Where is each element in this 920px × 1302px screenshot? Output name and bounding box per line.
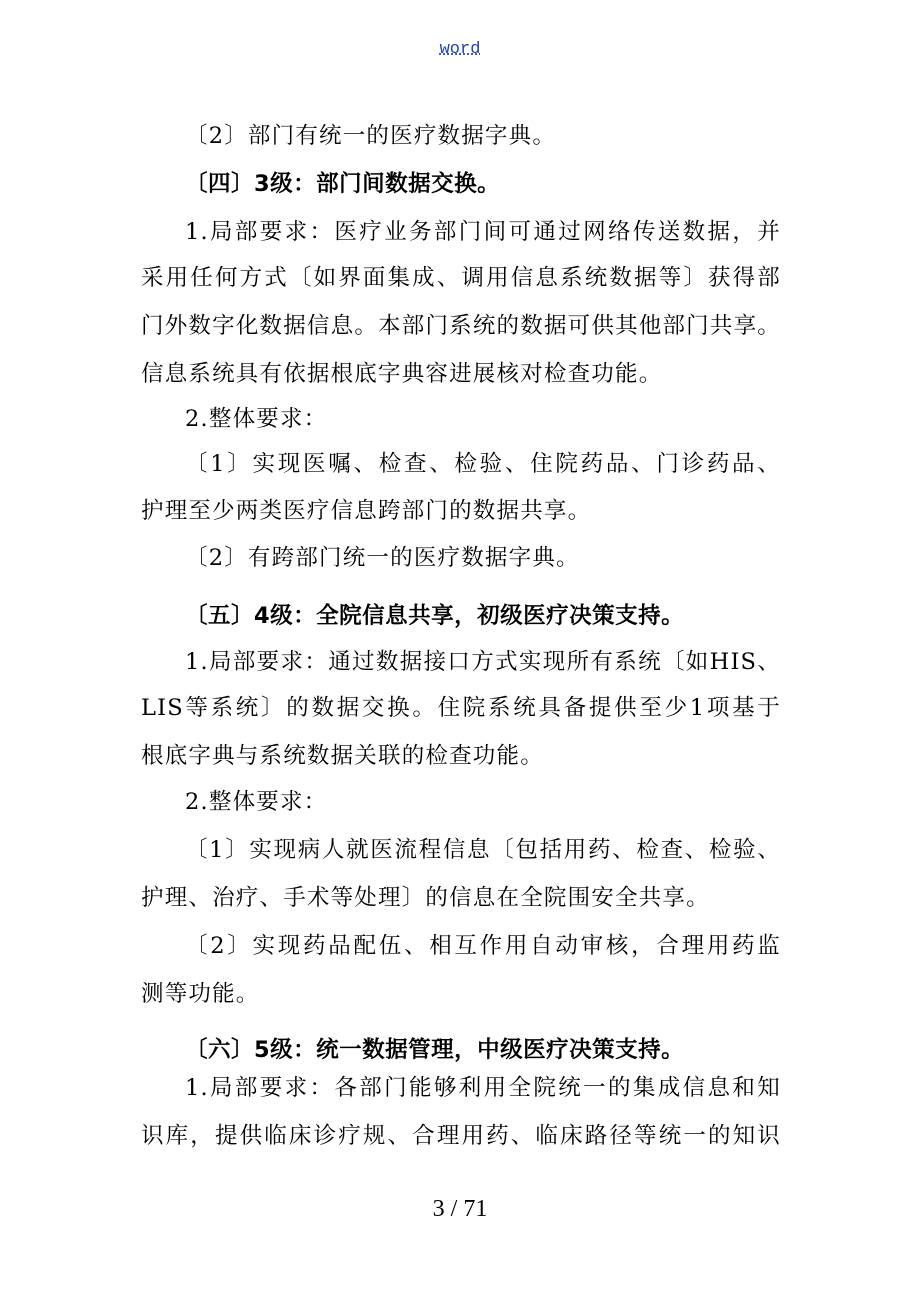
text-line: 1.局部要求：各部门能够利用全院统一的集成信息和知 — [185, 1075, 781, 1101]
section-heading: 〔五〕4级：全院信息共享，初级医疗决策支持。 — [185, 603, 685, 629]
text-line: 2.整体要求： — [185, 789, 328, 815]
text-line: 1.局部要求：医疗业务部门间可通过网络传送数据，并 — [185, 219, 781, 245]
text-line: 护理、治疗、手术等处理〕的信息在全院围安全共享。 — [141, 885, 710, 911]
page-header — [0, 40, 920, 59]
header-word-link[interactable]: word — [439, 40, 481, 59]
text-line: 测等功能。 — [141, 981, 260, 1007]
text-line: 1.局部要求：通过数据接口方式实现所有系统〔如HIS、 — [185, 649, 781, 675]
text-line: 信息系统具有依据根底字典容进展核对检查功能。 — [141, 361, 663, 387]
text-line: 〔2〕部门有统一的医疗数据字典。 — [185, 123, 557, 149]
text-line: 〔1〕实现病人就医流程信息〔包括用药、检查、检验、 — [185, 837, 781, 863]
text-line: 采用任何方式〔如界面集成、调用信息系统数据等〕获得部 — [141, 265, 781, 291]
text-line: 〔1〕实现医嘱、检查、检验、住院药品、门诊药品、 — [185, 451, 781, 477]
text-line: 门外数字化数据信息。本部门系统的数据可供其他部门共享。 — [141, 313, 781, 339]
text-line: 〔2〕实现药品配伍、相互作用自动审核，合理用药监 — [185, 933, 781, 959]
section-heading: 〔六〕5级：统一数据管理，中级医疗决策支持。 — [185, 1037, 685, 1063]
section-heading: 〔四〕3级：部门间数据交换。 — [185, 171, 501, 197]
text-line: 根底字典与系统数据关联的检查功能。 — [141, 743, 544, 769]
page-number: 3 / 71 — [432, 1196, 488, 1222]
text-line: 护理至少两类医疗信息跨部门的数据共享。 — [141, 498, 592, 524]
text-line: LIS等系统〕的数据交换。住院系统具备提供至少1项基于 — [141, 695, 781, 721]
text-line: 〔2〕有跨部门统一的医疗数据字典。 — [185, 545, 580, 571]
text-line: 识库，提供临床诊疗规、合理用药、临床路径等统一的知识 — [141, 1123, 781, 1149]
text-line: 2.整体要求： — [185, 406, 328, 432]
